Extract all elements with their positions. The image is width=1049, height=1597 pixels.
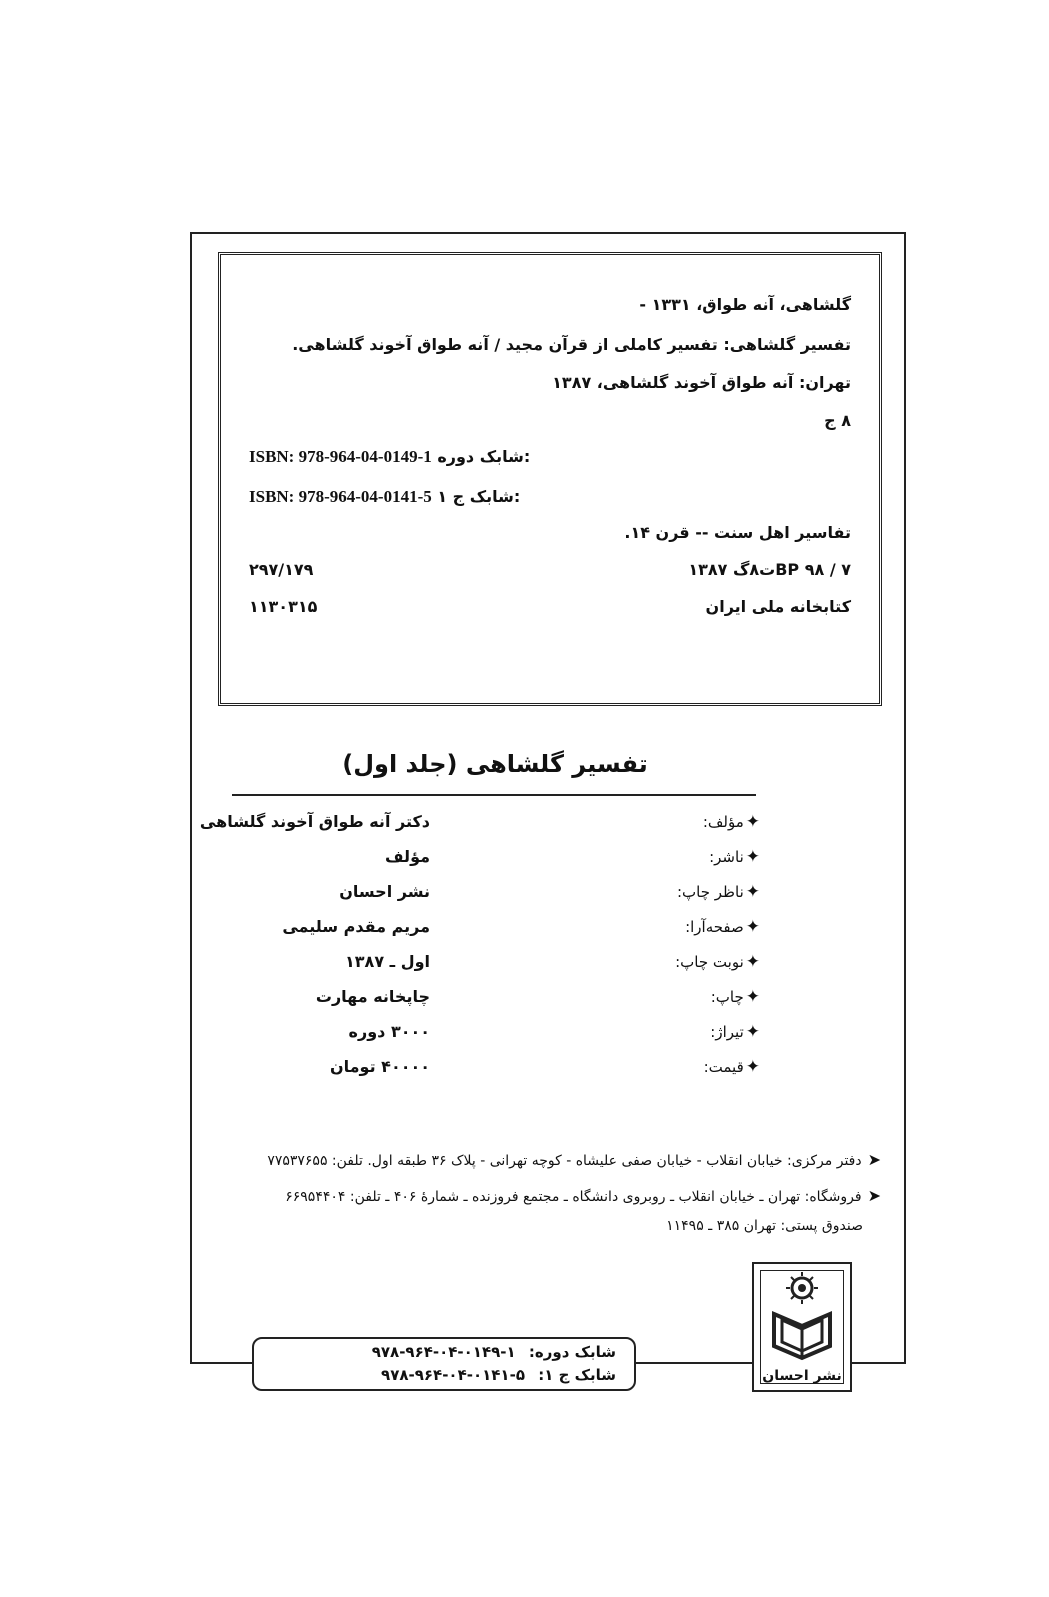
catalog-isbn-set-label: شابک دوره: — [437, 447, 531, 466]
central-office-address: ➤دفتر مرکزی: خیابان انقلاب - خیابان صفی علیشاه - کوچه تهرانی - پلاک ۳۶ طبقه اول. تلفن: ۷۷۵۳۷۶۵۵ — [267, 1150, 881, 1169]
star-icon: ✦ — [745, 847, 760, 867]
catalog-isbn-v1-label: شابک ج ۱: — [437, 487, 521, 506]
catalog-classification: BP ۹۸ / ۷ت۸گ ۱۳۸۷ — [688, 560, 851, 579]
credit-label: صفحه‌آرا: — [685, 918, 744, 936]
logo-text: نشر احسان — [762, 1368, 842, 1384]
po-box: صندوق پستی: تهران ۳۸۵ ـ ۱۱۴۹۵ — [666, 1218, 863, 1234]
cataloging-box — [218, 252, 882, 706]
star-icon: ✦ — [745, 812, 760, 832]
star-icon: ✦ — [745, 987, 760, 1007]
credit-label: نوبت چاپ: — [675, 953, 744, 971]
credit-value: ۴۰۰۰۰ تومان — [329, 1057, 430, 1076]
star-icon: ✦ — [745, 917, 760, 937]
isbn-box-set: شابک دوره: ۹۷۸-۹۶۴-۰۴-۰۱۴۹-۱ — [371, 1343, 616, 1361]
credit-row — [199, 812, 760, 847]
credit-label: مؤلف: — [702, 813, 744, 831]
arrow-icon: ➤ — [867, 1186, 881, 1205]
catalog-author: گلشاهی، آنه طواق، ۱۳۳۱ - — [639, 295, 851, 314]
credit-row — [220, 1057, 760, 1092]
isbn-box-v1: شابک ج ۱: ۹۷۸-۹۶۴-۰۴-۰۱۴۱-۵ — [381, 1366, 616, 1384]
credit-value: مؤلف — [385, 847, 430, 866]
credit-row — [220, 847, 760, 882]
credit-label: تیراژ: — [710, 1023, 744, 1041]
catalog-publication: تهران: آنه طواق آخوند گلشاهی، ۱۳۸۷ — [552, 373, 851, 392]
credit-label: قیمت: — [703, 1058, 744, 1076]
credit-value: اول ـ ۱۳۸۷ — [345, 952, 430, 971]
catalog-isbn-set: ISBN: 978-964-04-0149-1 — [249, 447, 432, 466]
catalog-volumes: ۸ ج — [824, 411, 851, 430]
credit-value: چاپخانه مهارت — [315, 987, 430, 1006]
catalog-isbn-v1: ISBN: 978-964-04-0141-5 — [249, 487, 432, 506]
credit-value: مریم مقدم سلیمی — [282, 917, 430, 936]
book-title: تفسیر گلشاهی (جلد اول) — [342, 750, 648, 778]
credit-label: چاپ: — [710, 988, 744, 1006]
catalog-record-number: ۱۱۳۰۳۱۵ — [249, 597, 318, 616]
star-icon: ✦ — [745, 1022, 760, 1042]
credit-row — [220, 1022, 760, 1057]
isbn-box — [252, 1337, 636, 1391]
credit-value: ۳۰۰۰ دوره — [348, 1022, 430, 1041]
catalog-title: تفسیر گلشاهی: تفسیر کاملی از قرآن مجید / آنه طواق آخوند گلشاهی. — [292, 335, 851, 354]
credit-row — [220, 952, 760, 987]
credit-row — [220, 987, 760, 1022]
credit-value: دکتر آنه طواق آخوند گلشاهی — [199, 812, 430, 831]
title-divider — [232, 794, 756, 796]
credits-list — [199, 812, 760, 1092]
catalog-subject: تفاسیر اهل سنت -- قرن ۱۴. — [624, 523, 851, 542]
publisher-logo — [752, 1262, 852, 1392]
catalog-dewey: ۲۹۷/۱۷۹ — [249, 560, 314, 579]
catalog-isbn-v1-row — [249, 487, 520, 507]
store-address: ➤فروشگاه: تهران ـ خیابان انقلاب ـ روبروی دانشگاه ـ مجتمع فروزنده ـ شمارهٔ ۴۰۶ ـ تلفن: ۶۶۹۵۴۴۰۴ — [285, 1186, 881, 1205]
star-icon: ✦ — [745, 1057, 760, 1077]
credit-value: نشر احسان — [339, 882, 430, 901]
arrow-icon: ➤ — [867, 1150, 881, 1169]
credit-row — [220, 917, 760, 952]
star-icon: ✦ — [745, 882, 760, 902]
credit-label: ناظر چاپ: — [677, 883, 744, 901]
credit-row — [220, 882, 760, 917]
star-icon: ✦ — [745, 952, 760, 972]
catalog-isbn-set-row — [249, 447, 530, 467]
catalog-library: کتابخانه ملی ایران — [705, 597, 851, 616]
credit-label: ناشر: — [709, 848, 744, 866]
